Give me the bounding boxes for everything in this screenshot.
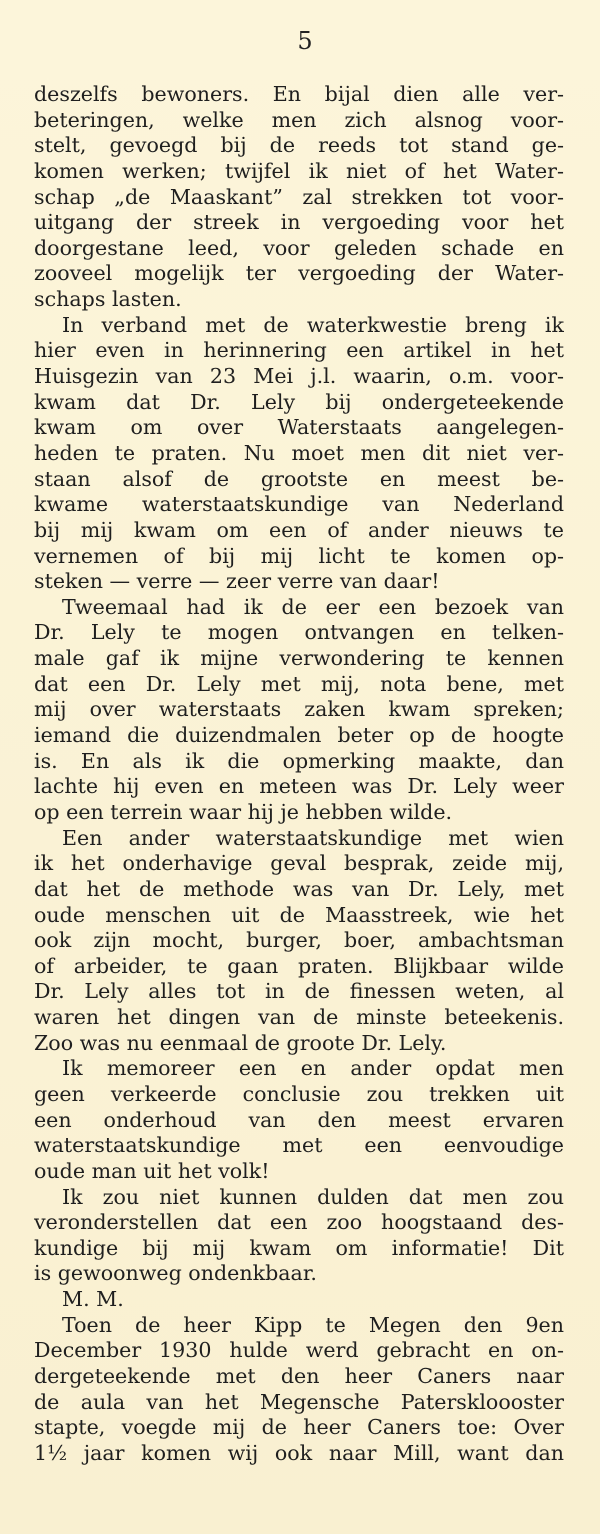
paragraph (34, 82, 564, 313)
text-line: hier even in herinnering een artikel in het (34, 338, 564, 363)
paragraph (34, 1313, 564, 1467)
text-line: of arbeider, te gaan praten. Blijkbaar wilde (34, 953, 564, 978)
text-line: lachte hij even en meteen was Dr. Lely weer (34, 774, 564, 799)
text-line: veronderstellen dat een zoo hoogstaand des- (34, 1210, 564, 1235)
text-line: kwam om over Waterstaats aangelegen- (34, 415, 564, 440)
text-line: is gewoonweg ondenkbaar. (34, 1261, 317, 1286)
paragraph (34, 826, 564, 1057)
text-line: ik het onderhavige geval besprak, zeide mij, (34, 851, 564, 876)
text-line: Ik zou niet kunnen dulden dat men zou (62, 1184, 564, 1209)
text-line: dat een Dr. Lely met mij, nota bene, met (34, 671, 564, 696)
paragraph (34, 1056, 564, 1184)
text-line: waterstaatskundige met een eenvoudige (34, 1133, 564, 1158)
text-line: heden te praten. Nu moet men dit niet ver- (34, 440, 564, 465)
text-line: stelt, gevoegd bij de reeds tot stand ge- (34, 133, 564, 158)
paragraph (34, 595, 564, 826)
paragraph (34, 313, 564, 595)
page-number: 5 (297, 27, 313, 55)
text-line: stapte, voegde mij de heer Caners toe: Over (34, 1415, 564, 1440)
text-line: mij over waterstaats zaken kwam spreken; (34, 697, 564, 722)
document-body (34, 82, 564, 1467)
text-line: In verband met de waterkwestie breng ik (62, 312, 564, 337)
text-line: steken — verre — zeer verre van daar! (34, 569, 440, 594)
paragraph (34, 1287, 564, 1313)
text-line: Ik memoreer een en ander opdat men (62, 1056, 564, 1081)
text-line: kwame waterstaatskundige van Nederland (34, 492, 564, 517)
text-line: geen verkeerde conclusie zou trekken uit (34, 1081, 564, 1106)
text-line: staan alsof de grootste en meest be- (34, 466, 564, 491)
text-line: M. M. (62, 1287, 124, 1312)
text-line: Huisgezin van 23 Mei j.l. waarin, o.m. voor- (34, 364, 564, 389)
text-line: beteringen, welke men zich alsnog voor- (34, 107, 564, 132)
text-line: Dr. Lely alles tot in de finessen weten, al (34, 979, 564, 1004)
text-line: een onderhoud van den meest ervaren (34, 1107, 564, 1132)
text-line: de aula van het Megensche Paterskloooster (34, 1389, 564, 1414)
text-line: deszelfs bewoners. En bijal dien alle ver- (34, 82, 564, 106)
text-line: Toen de heer Kipp te Megen den 9en (62, 1312, 564, 1337)
text-line: doorgestane leed, voor geleden schade en (34, 235, 564, 260)
text-line: schaps lasten. (34, 287, 182, 312)
text-line: iemand die duizendmalen beter op de hoogte (34, 723, 564, 748)
text-line: bij mij kwam om een of ander nieuws te (34, 517, 564, 542)
text-line: kwam dat Dr. Lely bij ondergeteekende (34, 389, 564, 414)
text-line: Een ander waterstaatskundige met wien (62, 825, 564, 850)
text-line: Zoo was nu eenmaal de groote Dr. Lely. (34, 1030, 447, 1055)
text-line: male gaf ik mijne verwondering te kennen (34, 646, 564, 671)
text-line: 1½ jaar komen wij ook naar Mill, want dan (34, 1440, 564, 1465)
text-line: schap „de Maaskant” zal strekken tot voor- (34, 184, 564, 209)
text-line: oude menschen uit de Maasstreek, wie het (34, 902, 564, 927)
text-line: dergeteekende met den heer Caners naar (34, 1364, 564, 1389)
text-line: waren het dingen van de minste beteekenis. (34, 1005, 564, 1030)
text-line: oude man uit het volk! (34, 1158, 270, 1183)
text-line: dat het de methode was van Dr. Lely, met (34, 876, 564, 901)
text-line: vernemen of bij mij licht te komen op- (34, 543, 564, 568)
text-line: Dr. Lely te mogen ontvangen en telken- (34, 620, 564, 645)
text-line: kundige bij mij kwam om informatie! Dit (34, 1235, 564, 1260)
text-line: zooveel mogelijk ter vergoeding der Water- (34, 261, 564, 286)
text-line: is. En als ik die opmerking maakte, dan (34, 748, 564, 773)
text-line: ook zijn mocht, burger, boer, ambachtsman (34, 928, 564, 953)
text-line: op een terrein waar hij je hebben wilde. (34, 799, 453, 824)
paragraph (34, 1185, 564, 1288)
text-line: komen werken; twijfel ik niet of het Water- (34, 158, 564, 183)
text-line: December 1930 hulde werd gebracht en on- (34, 1338, 564, 1363)
text-line: Tweemaal had ik de eer een bezoek van (62, 594, 564, 619)
text-line: uitgang der streek in vergoeding voor het (34, 210, 564, 235)
